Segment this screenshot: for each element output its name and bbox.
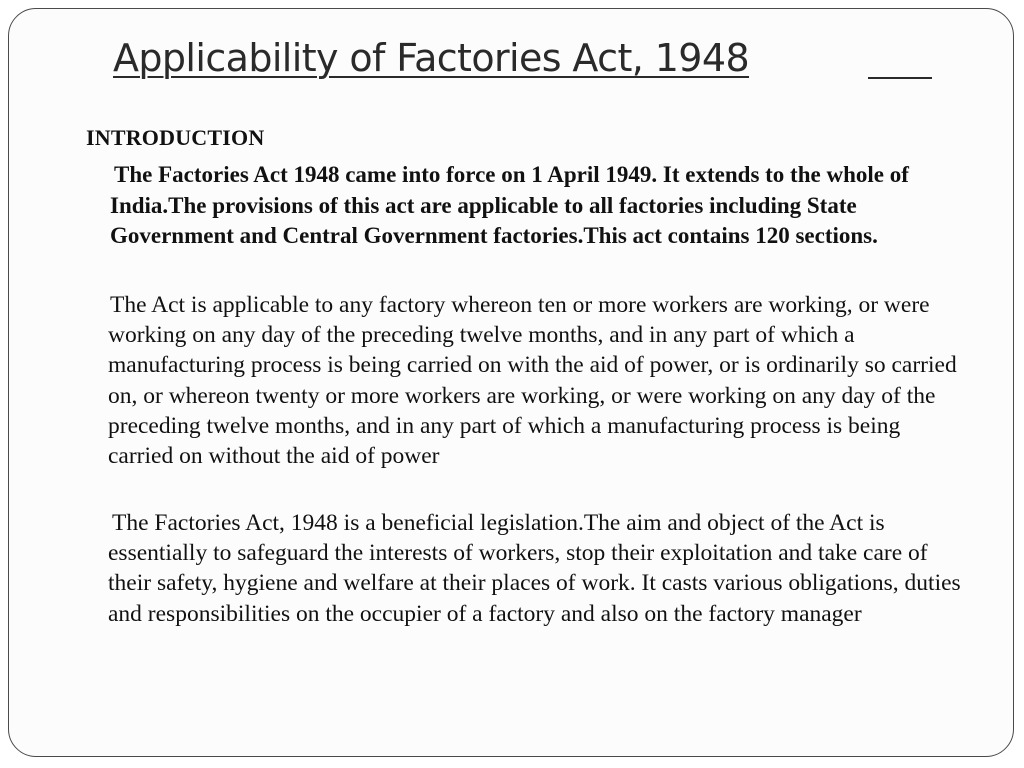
slide-title: Applicability of Factories Act, 1948 [113,36,750,80]
intro-paragraph: The Factories Act 1948 came into force on 1 April 1949. It extends to the whole of India.The provisions of this act are applicable to all factories including State Government and Central Government factories.This act contains 120 sections. [110,162,909,248]
objective-paragraph: The Factories Act, 1948 is a beneficial legislation.The aim and object of the Act is essentially to safeguard the interests of workers, stop their exploitation and take care of their safety, hygiene and welfare at their places of work. It casts various obligations, duties and responsibilities on the occupier of a factory and also on the factory manager [108,510,961,627]
applicability-paragraph: The Act is applicable to any factory whereon ten or more workers are working, or were working on any day of the preceding twelve months, and in any part of which a manufacturing process is being carried on with the aid of power, or is ordinarily so carried on, or whereon twenty or more workers are working, or were working on any day of the preceding twelve months, and in any part of which a manufacturing process is being carried on without the aid of power [108,292,957,470]
title-underline-rule [868,77,932,79]
section-heading: INTRODUCTION [86,125,265,150]
